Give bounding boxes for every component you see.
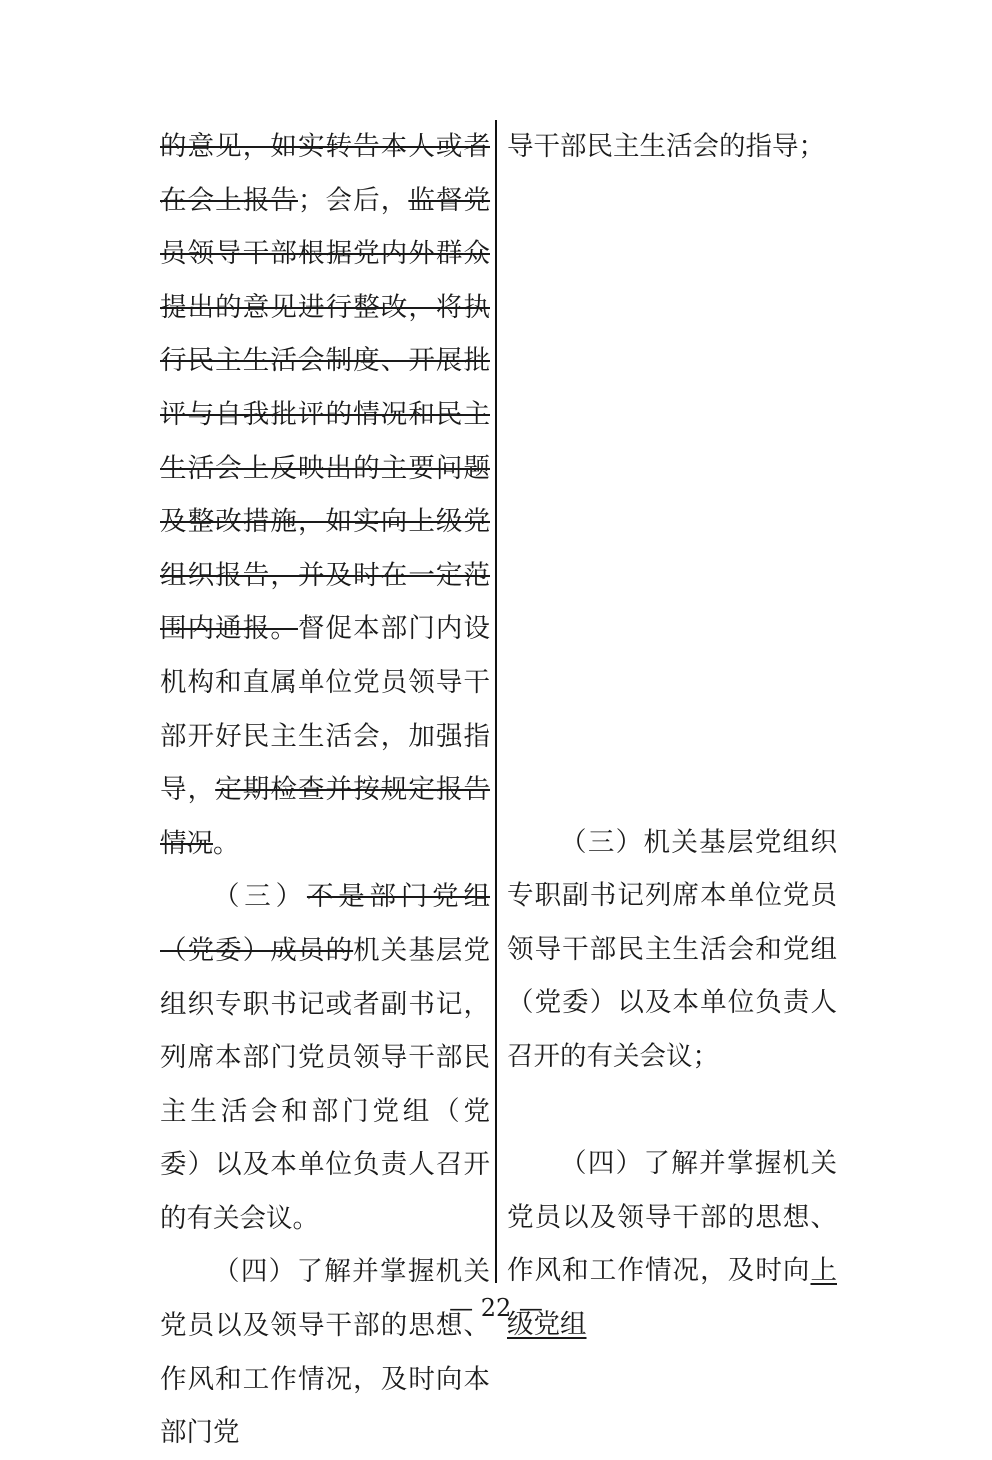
body-text: 机关基层党组织专职书记或者副书记，列席本部门党员领导干部民主生活会和部门党组（党委）以及本单位负责人召开的有关会议。: [160, 934, 491, 1234]
strikethrough-text: 的意见，如实转告本人或者在会上报告: [160, 131, 490, 216]
body-text: （四）了解并掌握机关党员以及领导干部的思想、作风和工作情况，及时向本部门党: [160, 1256, 490, 1449]
body-text: 督促本部门内设机构和直属单位党员领导干部开好民主生活会，加强指导，: [160, 613, 491, 806]
right-column-spacer: [507, 1084, 837, 1138]
body-text: 导干部民主生活会的指导；: [507, 131, 825, 162]
body-text: 。: [213, 827, 240, 859]
left-paragraph-3: [160, 1245, 490, 1459]
strikethrough-text: 监督党员领导干部根据党内外群众提出的意见进行整改，将执行民主生活会制度、开展批评与自我批评的情况和民主生活会上反映出的主要问题及整改措施，如实向上级党组织报告，并及时在一定范围内通报。: [160, 184, 491, 645]
strikethrough-text: 定期检查并按规定报告情况: [160, 774, 491, 859]
column-divider: [495, 120, 497, 1283]
right-paragraph-1: [507, 120, 837, 174]
strikethrough-text: 不是部门党组（党委）成员的: [160, 881, 490, 966]
body-text: （四）了解并掌握机关党员以及领导干部的思想、作风和工作情况，及时向: [507, 1148, 837, 1287]
right-column-spacer: [507, 174, 837, 816]
body-text: ；会后，: [297, 184, 409, 216]
right-paragraph-2: [507, 816, 837, 1084]
page-number: — 22 —: [449, 1294, 543, 1322]
body-text: （三）机关基层党组织专职副书记列席本单位党员领导干部民主生活会和党组（党委）以及本单位负责人召开的有关会议；: [507, 826, 837, 1072]
underlined-text: 上级党组: [507, 1255, 837, 1340]
body-text: （三）: [213, 881, 307, 913]
left-paragraph-2: [160, 870, 490, 1245]
left-paragraph-1: [160, 120, 490, 870]
right-column: [507, 120, 837, 1352]
left-column: [160, 120, 490, 1460]
